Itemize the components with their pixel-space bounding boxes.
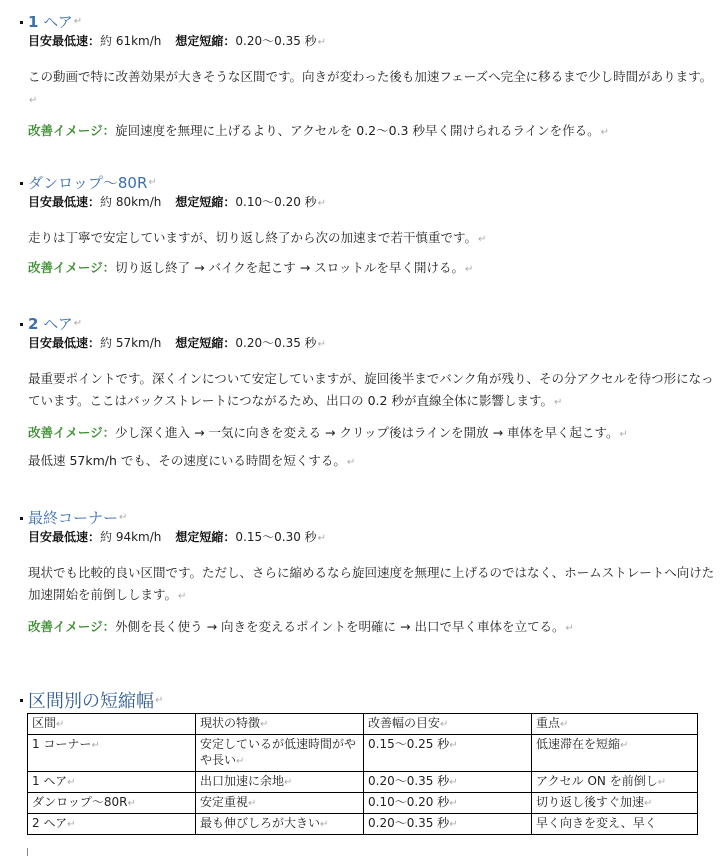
bullet-icon — [20, 699, 23, 702]
table-cell: 0.10〜0.20 秒↵ — [364, 793, 532, 814]
section-meta: 目安最低速：約 80km/h 想定短縮：0.10〜0.20 秒↵ — [28, 195, 327, 209]
section-number: 1 — [28, 13, 39, 31]
section-body: 走りは丁寧で安定していますが、切り返し終了から次の加速まで若干慎重です。↵ — [28, 230, 487, 245]
section-meta: 目安最低速：約 57km/h 想定短縮：0.20〜0.35 秒↵ — [28, 336, 327, 350]
table-cell: 安定重視↵ — [196, 793, 364, 814]
table-row — [28, 814, 698, 835]
table-cell: 2 ヘア↵ — [28, 814, 196, 835]
page-edge-line — [27, 848, 28, 856]
table-header-row — [28, 714, 698, 735]
speed-label: 目安最低速： — [28, 34, 101, 48]
table-cell: アクセル ON を前倒し↵ — [532, 772, 698, 793]
section-meta: 目安最低速：約 94km/h 想定短縮：0.15〜0.30 秒↵ — [28, 530, 327, 544]
section-body: この動画で特に改善効果が大きそうな区間です。向きが変わった後も加速フェーズへ完全に移るまで少し時間があります。↵ — [28, 69, 713, 106]
table-header-cell: 区間↵ — [28, 714, 196, 735]
table-cell: 1 ヘア↵ — [28, 772, 196, 793]
table-heading-text: 区間別の短縮幅 — [28, 691, 154, 712]
table-row — [28, 735, 698, 772]
section-meta: 目安最低速：約 61km/h 想定短縮：0.20〜0.35 秒↵ — [28, 34, 327, 48]
improve-text: 旋回速度を無理に上げるより、アクセルを 0.2〜0.3 秒早く開けられるラインを作る。 — [115, 123, 600, 138]
section-title: 最終コーナー — [28, 509, 119, 527]
table-cell: 安定しているが低速時間がやや長い↵ — [196, 735, 364, 772]
bullet-icon — [20, 323, 23, 326]
cut-value: 0.20〜0.35 秒 — [235, 34, 317, 48]
table-header-cell: 重点↵ — [532, 714, 698, 735]
section-table — [27, 713, 698, 835]
bullet-icon — [20, 21, 23, 24]
improve-line: 改善イメージ：少し深く進入 → 一気に向きを変える → クリップ後はラインを開放 → 車体を早く起こす。↵ — [28, 425, 628, 440]
section-2-hair — [20, 314, 720, 474]
section-final-corner — [20, 508, 720, 640]
table-cell: 低速滞在を短縮↵ — [532, 735, 698, 772]
section-heading — [20, 12, 720, 32]
table-header-cell: 改善幅の目安↵ — [364, 714, 532, 735]
improve-line: 改善イメージ：旋回速度を無理に上げるより、アクセルを 0.2〜0.3 秒早く開けられるラインを作る。↵ — [28, 123, 609, 138]
section-dunlop-80r — [20, 173, 720, 281]
improve-line: 改善イメージ：切り返し終了 → バイクを起こす → スロットルを早く開ける。↵ — [28, 260, 474, 275]
table-row — [28, 772, 698, 793]
table-cell: 切り返し後すぐ加速↵ — [532, 793, 698, 814]
table-cell: 0.20〜0.35 秒↵ — [364, 772, 532, 793]
section-extra: 最低速 57km/h でも、その速度にいる時間を短くする。↵ — [28, 453, 356, 468]
improve-label: 改善イメージ： — [28, 123, 116, 138]
table-cell: 1 コーナー↵ — [28, 735, 196, 772]
section-body: 現状でも比較的良い区間です。ただし、さらに縮めるなら旋回速度を無理に上げるのではなく、ホームストレートへ向けた加速開始を前倒しします。↵ — [28, 565, 715, 602]
bullet-icon — [20, 517, 23, 520]
table-cell: ダンロップ〜80R↵ — [28, 793, 196, 814]
cut-label: 想定短縮： — [175, 34, 236, 48]
table-cell: 出口加速に余地↵ — [196, 772, 364, 793]
section-heading: 最終コーナー ↵ — [20, 508, 720, 528]
section-body: 最重要ポイントです。深くインについて安定していますが、旋回後半までバンク角が残り、その分アクセルを待つ形になっています。ここはバックストレートにつながるため、出口の 0.2 秒が直線全体に影響します。↵ — [28, 371, 714, 408]
table-cell: 早く向きを変え、早く — [532, 814, 698, 835]
improve-line: 改善イメージ：外側を長く使う → 向きを変えるポイントを明確に → 出口で早く車体を立てる。↵ — [28, 619, 574, 634]
speed-value: 約 61km/h — [100, 34, 162, 48]
section-title: ヘア — [43, 13, 73, 31]
section-title: ダンロップ〜80R — [28, 174, 148, 192]
table-cell: 0.15〜0.25 秒↵ — [364, 735, 532, 772]
table-cell: 0.20〜0.35 秒↵ — [364, 814, 532, 835]
table-row — [28, 793, 698, 814]
table-header-cell: 現状の特徴↵ — [196, 714, 364, 735]
section-title: ヘア — [43, 315, 73, 333]
bullet-icon — [20, 182, 23, 185]
table-heading: 区間別の短縮幅 ↵ — [20, 688, 163, 712]
section-1-hair — [20, 12, 720, 144]
section-heading: ダンロップ〜80R ↵ — [20, 173, 720, 193]
section-heading: 2 ヘア ↵ — [20, 314, 720, 334]
table-cell: 最も伸びしろが大きい↵ — [196, 814, 364, 835]
paragraph-mark-icon: ↵ — [73, 16, 83, 27]
